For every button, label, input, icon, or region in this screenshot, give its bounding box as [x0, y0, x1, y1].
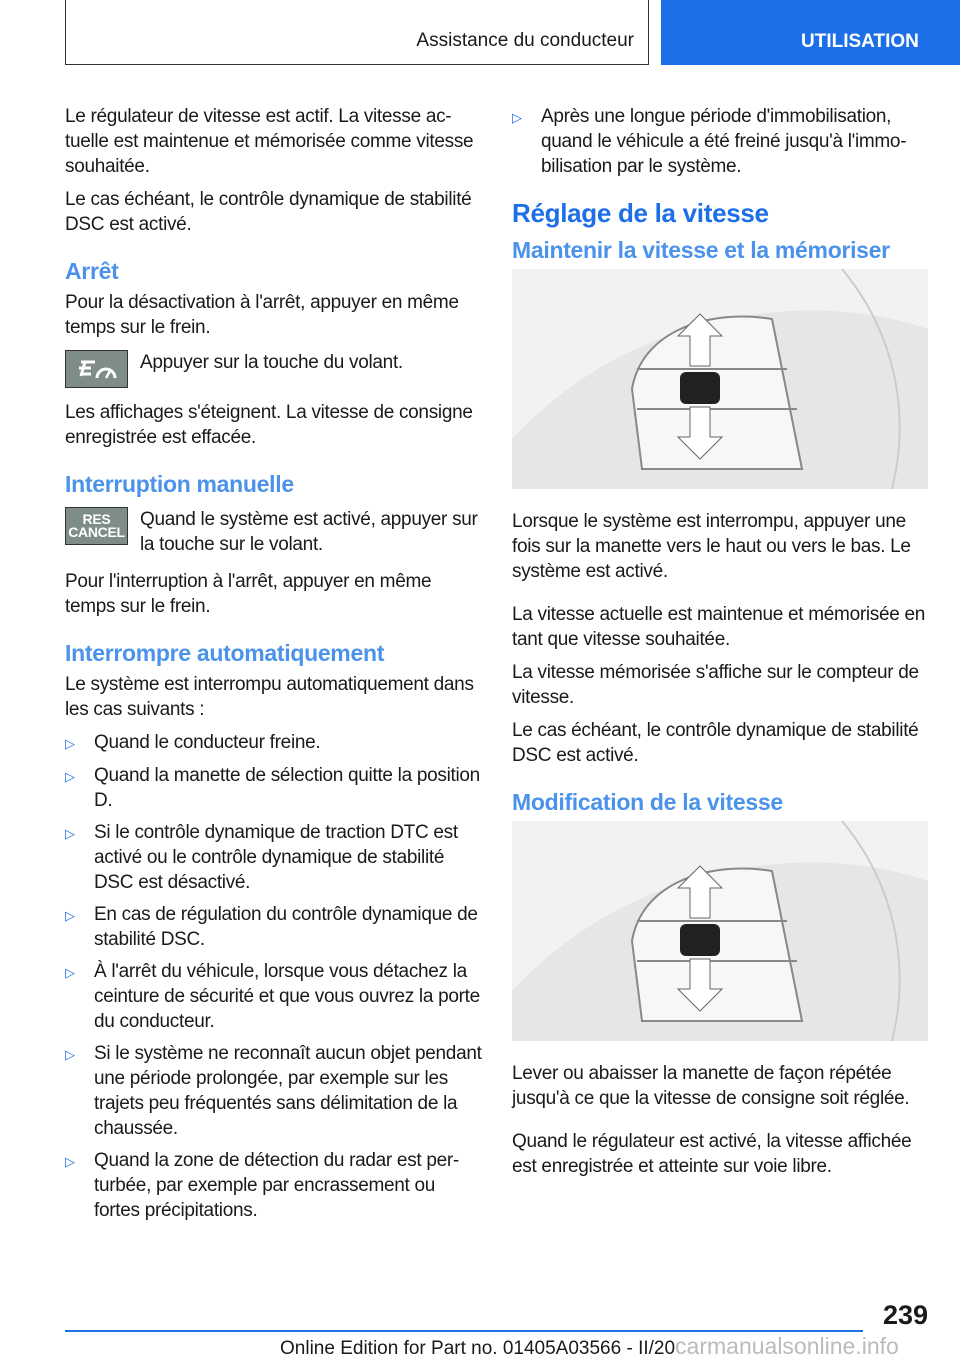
triangle-bullet-icon: ▷: [65, 1154, 75, 1169]
list-text: En cas de régulation du contrôle dynamique de stabilité DSC.: [94, 904, 478, 950]
triangle-bullet-icon: ▷: [65, 769, 75, 784]
list-item: [65, 1041, 483, 1141]
triangle-bullet-icon: ▷: [65, 736, 75, 751]
list-item: [65, 902, 483, 952]
icon-description: Appuyer sur la touche du volant.: [140, 352, 403, 373]
heading-maintenir: Maintenir la vitesse et la mémoriser: [512, 237, 890, 263]
heading-auto: Interrompre automatiquement: [65, 640, 385, 666]
list-text: Après une longue période d'immobilisation, quand le véhicule a été freiné jusqu'à l'immobilisation par le système.: [541, 106, 907, 177]
left-column: [65, 104, 483, 1230]
heading-interruption: Interruption manuelle: [65, 471, 294, 497]
triangle-bullet-icon: ▷: [65, 826, 75, 841]
watermark: carmanualsonline.info: [675, 1333, 899, 1359]
footer-divider: [65, 1330, 863, 1332]
paragraph: Le système est interrompu automatiquement dans les cas suivants :: [65, 674, 474, 720]
page-number: 239: [882, 1300, 928, 1330]
paragraph: La vitesse mémorisée s'affiche sur le compteur de vitesse.: [512, 662, 919, 708]
list-item: [65, 1148, 483, 1223]
res-cancel-button-icon: [65, 507, 128, 545]
paragraph: Le régulateur de vitesse est actif. La vitesse actuelle est maintenue et mémorisée comme vitesse souhaitée.: [65, 106, 474, 177]
triangle-bullet-icon: ▷: [65, 965, 75, 980]
list-item: [65, 730, 483, 756]
heading-modification: Modification de la vitesse: [512, 789, 783, 815]
paragraph: Le cas échéant, le contrôle dynamique de stabilité DSC est activé.: [65, 189, 472, 235]
list-text: À l'arrêt du véhicule, lorsque vous détachez la ceinture de sécurité et que vous ouvrez la porte du conducteur.: [94, 961, 480, 1032]
list-item: [65, 959, 483, 1034]
triangle-bullet-icon: ▷: [512, 110, 522, 125]
list-item: [65, 763, 483, 813]
list-item: [512, 104, 930, 179]
list-text: Si le contrôle dynamique de traction DTC est activé ou le contrôle dynamique de stabilité DSC est désactivé.: [94, 822, 458, 893]
list-item: [65, 820, 483, 895]
bullet-list: [65, 730, 483, 1223]
icon-label: CANCEL: [68, 524, 125, 540]
heading-arret: Arrêt: [65, 258, 119, 284]
triangle-bullet-icon: ▷: [65, 908, 75, 923]
section-tab[interactable]: UTILISATION: [661, 0, 960, 65]
footer-edition: [280, 1333, 899, 1360]
list-text: Quand le conducteur freine.: [94, 732, 321, 753]
list-text: Quand la manette de sélection quitte la position D.: [94, 765, 480, 811]
steering-wheel-lever-image: [512, 821, 928, 1041]
right-column: [512, 104, 930, 1187]
header-title: Assistance du conducteur: [416, 30, 634, 51]
icon-label: RES: [82, 511, 111, 527]
list-text: Si le système ne reconnaît aucun objet pendant une période prolongée, par exemple sur les trajets peu fréquentés sans délimitation de la chaussée.: [94, 1043, 482, 1139]
paragraph: Quand le régulateur est activé, la vitesse affichée est enregistrée et atteinte sur voie libre.: [512, 1131, 912, 1177]
icon-description: Quand le système est activé, appuyer sur la touche sur le volant.: [140, 509, 478, 555]
paragraph: Pour l'interruption à l'arrêt, appuyer en même temps sur le frein.: [65, 571, 432, 617]
triangle-bullet-icon: ▷: [65, 1047, 75, 1062]
heading-reglage: Réglage de la vitesse: [512, 198, 769, 228]
cruise-control-button-icon: [65, 350, 128, 388]
paragraph: Lever ou abaisser la manette de façon répétée jusqu'à ce que la vitesse de consigne soit réglée.: [512, 1063, 910, 1109]
edition-text: Online Edition for Part no. 01405A03566 - II/20: [280, 1338, 676, 1359]
paragraph: Les affichages s'éteignent. La vitesse de consigne enregistrée est effacée.: [65, 402, 473, 448]
paragraph: Lorsque le système est interrompu, appuyer une fois sur la manette vers le haut ou vers le bas. Le système est activé.: [512, 511, 911, 582]
steering-wheel-lever-image: [512, 269, 928, 489]
paragraph: La vitesse actuelle est maintenue et mémorisée en tant que vitesse souhaitée.: [512, 604, 926, 650]
header-box: [65, 0, 649, 65]
paragraph: Le cas échéant, le contrôle dynamique de stabilité DSC est activé.: [512, 720, 919, 766]
paragraph: Pour la désactivation à l'arrêt, appuyer en même temps sur le frein.: [65, 292, 459, 338]
list-text: Quand la zone de détection du radar est perturbée, par exemple par encrassement ou fortes précipitations.: [94, 1150, 460, 1221]
